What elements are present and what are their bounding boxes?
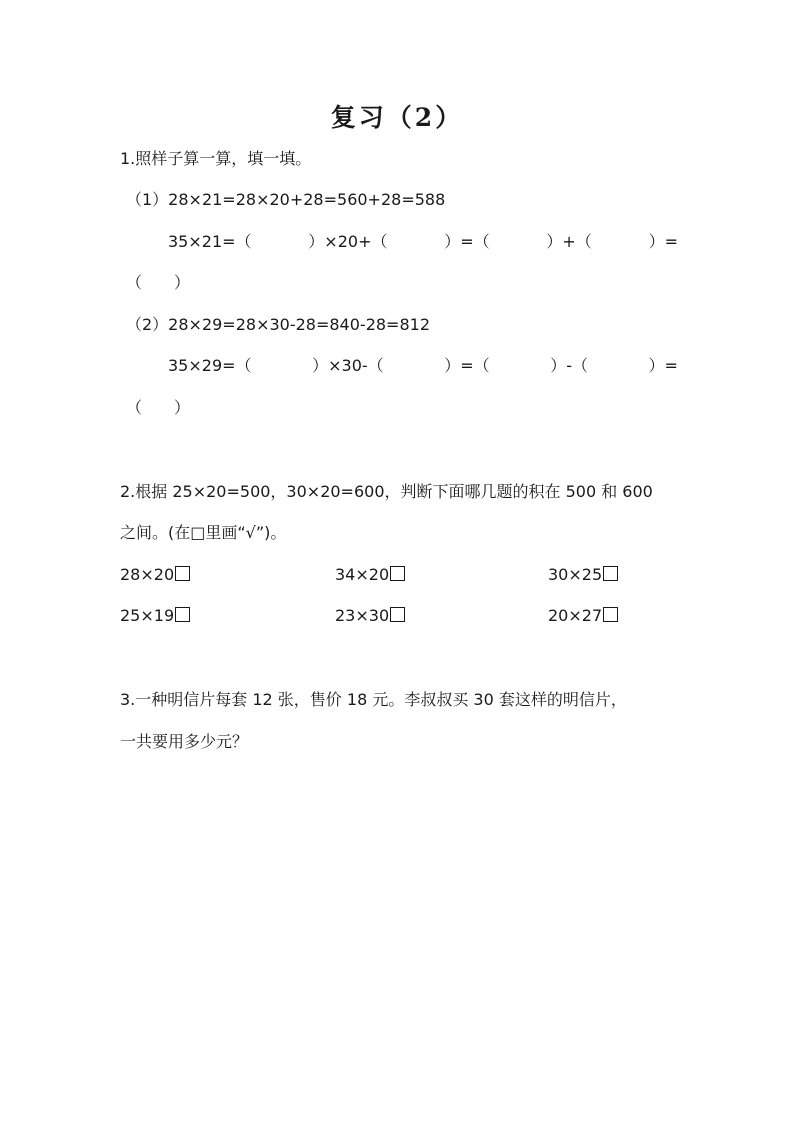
- checkbox-square[interactable]: [390, 607, 405, 622]
- checkbox-square[interactable]: [175, 566, 190, 581]
- fill-segment: ）-（: [550, 356, 588, 375]
- option-34x20: [335, 563, 405, 587]
- fill-segment: ）×20+（: [308, 232, 388, 251]
- option-label: 34×20: [335, 565, 390, 584]
- question-1-example-1: （1）28×21=28×20+28=560+28=588: [126, 190, 446, 209]
- fill-segment: ）×30-（: [312, 356, 384, 375]
- checkbox-square[interactable]: [603, 566, 618, 581]
- option-label: 30×25: [548, 565, 603, 584]
- question-1-answer-blank-2: （ ）: [126, 398, 191, 417]
- fill-segment: ）=: [648, 356, 678, 375]
- fill-segment: ）=（: [444, 356, 490, 375]
- option-25x19: [120, 604, 190, 628]
- option-28x20: [120, 563, 190, 587]
- option-20x27: [548, 604, 618, 628]
- question-3-line-1: 3.一种明信片每套 12 张，售价 18 元。李叔叔买 30 套这样的明信片，: [120, 690, 627, 709]
- question-1-example-2: （2）28×29=28×30-28=840-28=812: [126, 315, 430, 334]
- question-1-prompt: 1.照样子算一算，填一填。: [120, 149, 312, 168]
- option-23x30: [335, 604, 405, 628]
- question-2-prompt-line-2: 之间。(在□里画“√”)。: [120, 523, 287, 542]
- checkbox-square[interactable]: [175, 607, 190, 622]
- fill-segment: ）+（: [546, 232, 592, 251]
- option-30x25: [548, 563, 618, 587]
- question-1-fill-row-2: [168, 354, 678, 378]
- question-3-line-2: 一共要用多少元？: [120, 732, 249, 751]
- page-title: 复习（2）: [330, 103, 464, 132]
- option-label: 28×20: [120, 565, 175, 584]
- checkbox-square[interactable]: [603, 607, 618, 622]
- fill-segment: ）=（: [444, 232, 490, 251]
- question-1-fill-row-1: [168, 230, 678, 254]
- fill-segment: 35×21=（: [168, 232, 252, 251]
- fill-segment: 35×29=（: [168, 356, 252, 375]
- option-label: 25×19: [120, 606, 175, 625]
- question-2-prompt-line-1: 2.根据 25×20=500，30×20=600，判断下面哪几题的积在 500 和 600: [120, 482, 653, 501]
- checkbox-square[interactable]: [390, 566, 405, 581]
- option-label: 20×27: [548, 606, 603, 625]
- option-label: 23×30: [335, 606, 390, 625]
- question-1-answer-blank-1: （ ）: [126, 273, 191, 292]
- fill-segment: ）=: [648, 232, 678, 251]
